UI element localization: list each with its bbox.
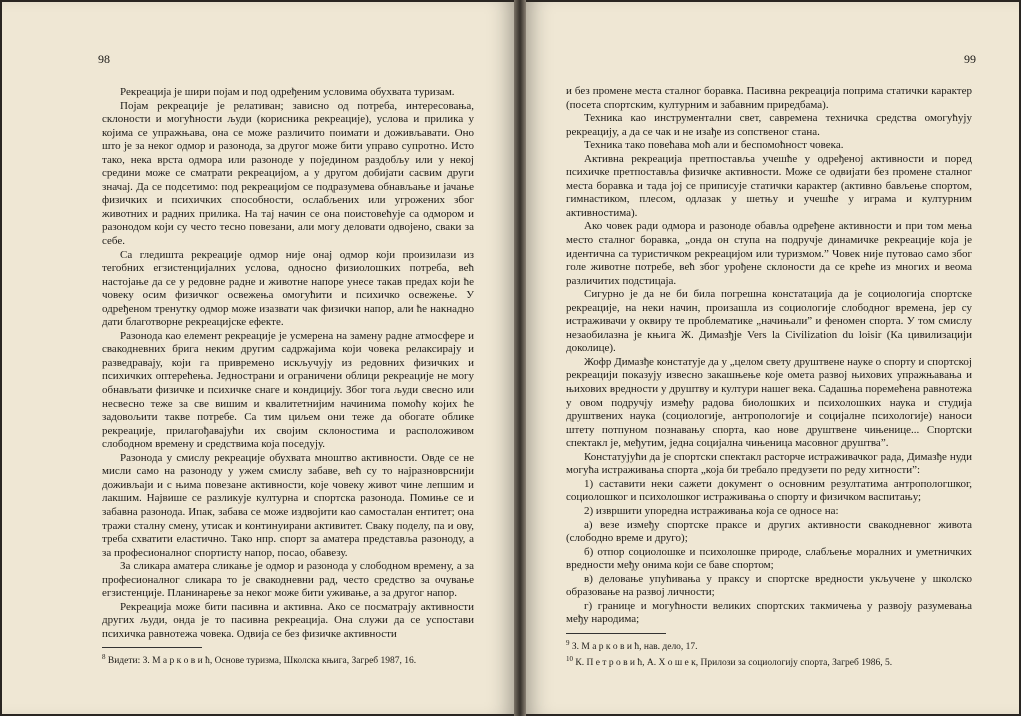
page-number: 98 [98,52,110,66]
paragraph: Жофр Димазђе констатује да у „целом свету друштвене науке о спорту и спортској рекреацији показују извесно закашњење које омета развој њихових упражњавања и њихових вредности у друштву и култури нашег века. Садашња поремећена равнотежа у овом подручју између радова биолошких и психолошких наука и студија друштвених наука (социологије, антропологије и социјалне психологије) наноси штету потпуном познавању спорта, као нове друштвене чињенице... Спортски спектакл је, међутим, једна социјална чињеница масовног друштва”. [566,355,972,450]
paragraph: Рекреација је шири појам и под одређеним условима обухвата туризам. [120,86,455,98]
book-gutter [514,0,526,716]
paragraph: Техника као инструментални свет, савремена техничка средства омогућују рекреацију, а да се чак и не изађе из сопственог стана. [566,112,972,138]
paragraph: в) деловање упућивања у праксу и спортске вредности укључене у школско образовање на развој личности; [566,572,972,599]
paragraph: 1) саставити неки сажети документ о основним резултатима антропологшког, социолошког и психолошког истраживања о спорту и физичком васпитању; [566,477,972,504]
right-body-text [566,85,972,669]
page-number: 99 [964,52,976,66]
paragraph: Активна рекреација претпоставља учешће у одређеној активности и поред психичке претпоставља физичке активности. Може се одвијати без промене сталног места боравка и тада јој се приписује статички карактер (активно бављење спортом, гимнастиком, плесом, одлазак у шетњу и учешће у играма и културним активностима). [566,152,972,219]
footnote-mark: 9 [566,638,570,647]
footnote-rule [566,633,666,634]
paragraph: Са гледишта рекреације одмор није онај одмор који произилази из тегобних егзистенцијалних услова, односно физиолошких потреба, већ настојање да се у редовне радне и животне напоре унесе такав предах који ће човеку осим физичког освежења омогућити и психичко освежење. У одређеном тренутку одмор може изазвати чак физички напор, али ће накнадно дати благотворне рекреацијске ефекте. [102,248,474,329]
paragraph: г) границе и могућности великих спортских такмичења у развоју разумевања међу народима; [566,599,972,626]
paragraph: Техника тако повећава моћ али и беспомоћност човека. [584,139,844,152]
footnote-text: З. М а р к о в и ћ, нав. дело, 17. [571,642,698,653]
footnote-text: Видети: З. М а р к о в и ћ, Основе туризма, Школска књига, Загреб 1987, 16. [107,656,417,667]
paragraph: 2) извршити упоредна истраживања која се односе на: [584,504,839,517]
footnote [566,637,972,653]
footnote-mark: 8 [102,653,106,662]
paragraph: Појам рекреације је релативан; зависно од потреба, интересовања, склоности и могућности људи (корисника рекреације), услова и прилика у којима се упражњава, она се може различито поимати и доживљавати. Оно што је за неког одмор и разонода, за другог може бити управо супротно. Исто тако, нека врста одмора или разоноде у поједином раздобљу или у некој средини може се сматрати рекреацијом, а у другом добијати сасвим други значај. Да се подсетимо: под рекреацијом се подразумева обнављање и јачање физичких и психичких способности, ослабљених или угрожених због животних и радних прилика. На тај начин се она поистовећује са одмором и разонодом који су често тесно повезани, али могу деловати одвојено, сваки за себе. [102,99,474,248]
footnote [566,653,972,669]
paragraph: Констатујући да је спортски спектакл расторче истраживачког рада, Димазђе нуди могућа истраживања спорта „која би требало предузети по реду хитности”: [566,450,972,477]
paragraph: Сигурно је да не би била погрешна констатација да је социологија спортске рекреације, на неки начин, произашла из социологије слободног времена, јер су истраживачи у оквиру те проблематике „начињали” и феномен спорта. У том смислу незаобилазна је књига Ж. Димазђје Vers la Civilization du loisir (Ка цивилизацији доколице). [566,288,972,355]
left-body-text [102,86,474,668]
paragraph: и без промене места сталног боравка. Пасивна рекреација поприма статички карактер (посета спортским, културним и забавним приредбама). [566,85,972,111]
footnote-rule [102,647,202,648]
footnote [102,651,474,667]
paragraph: Разонода као елемент рекреације је усмерена на замену радне атмосфере и свакодневних брига неким другим садржајима који човека релаксирају и разведравају, који га привремено искључују из редовних физичких и психичких оптерећења. Једнострани и ограничени облици рекреације не могу обнављати физичке и психичке снаге и кондицију. Због тога људи свесно или несвесно теже за све вишим и квалитетнијим начинима помоћу којих ће задовољити такве потребе. Са тим циљем они теже да обогате облике рекреације, прилагођавајући их својим склоностима и расположивом слободном времену и средствима која поседују. [102,329,474,451]
paragraph: Разонода у смислу рекреације обухвата мноштво активности. Овде се не мисли само на разоноду у ужем смислу забаве, већ су то најразноврснији доживљаји и с њима повезане активности, које човеку живот чине лепшим и лакшим. Највише се разликује културна и спортска разонода. Помиње се и забавна разонода. Ипак, забава се може издвојити као самосталан ентитет; она тражи сталну смену, утисак и континуирани активитет. Сваку поделу, па и ову, треба схватити еластично. Тако нпр. спорт за аматера представља разоноду, а за професионалног спортисту напор, посао, обавезу. [102,451,474,559]
paragraph: Рекреација може бити пасивна и активна. Ако се посматрају активности других људи, онда је то пасивна рекреација. Она служи да се успостави психичка равнотежа човека. Одвија се без физичке активности [102,600,474,640]
paragraph: За сликара аматера сликање је одмор и разонода у слободном времену, а за професионалног сликара то је свакодневни рад, често средство за очување егзистенције. Планинарење за неког може бити уживање, а за другог напор. [102,560,474,600]
paragraph: Ако човек ради одмора и разоноде обавља одређене активности и при том мења место сталног боравка, „онда он ступа на подручје динамичке рекреације која је идентична са туристичком рекреацијом или туризмом.” Човек није путовао само због голе животне потребе, већ због урођене склоности да се креће из многих и веома различитих подстицаја. [566,220,972,287]
paragraph: б) отпор социолошке и психолошке природе, слабљење моралних и уметничких вредности међу онима који се баве спортом; [566,545,972,572]
footnote-mark: 10 [566,655,573,664]
right-page [526,2,1019,714]
paragraph: а) везе између спортске праксе и других активности свакодневног живота (слободно време и друго); [566,518,972,545]
left-page [2,2,514,714]
footnote-text: К. П е т р о в и ћ, А. Х о ш е к, Прилози за социологију спорта, Загреб 1986, 5. [575,658,893,669]
